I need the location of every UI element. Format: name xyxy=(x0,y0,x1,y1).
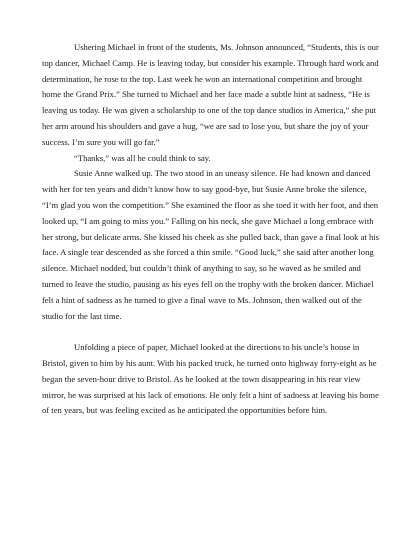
paragraph-4: Unfolding a piece of paper, Michael looked at the directions to his uncle’s house in Bristol, given to him by his aunt. With his packed truck, he turned onto highway forty-eight as he began the seven-hour drive to Bristol. As he looked at the town disappearing in his rear view mirror, he was surprised at his lack of emotions. He only felt a hint of sadness at leaving his home of ten years, but was feeling excited as he anticipated the opportunities before him. xyxy=(42,342,379,416)
document-page xyxy=(42,40,382,419)
paragraph-3: Susie Anne walked up. The two stood in an uneasy silence. He had known and danced with her for ten years and didn’t know how to say good-bye, but Susie Anne broke the silence, “I’m glad you won the competition.” She examined the floor as she toed it with her foot, and then looked up, “I am going to miss you.” Falling on his neck, she gave Michael a long embrace with her strong, but delicate arms. She kissed his cheek as she pulled back, than gave a final look at his face. A single tear descended as she forced a thin smile. “Good luck,” she said after another long silence. Michael nodded, but couldn’t think of anything to say, so he waved as he smiled and turned to leave the studio, pausing as his eyes fell on the trophy with the broken dancer. Michael felt a hint of sadness as he turned to give a final wave to Ms. Johnson, then walked out of the studio for the last time. xyxy=(42,168,379,321)
paragraph-1: Ushering Michael in front of the students, Ms. Johnson announced, “Students, this is our top dancer, Michael Camp. He is leaving today, but consider his example. Through hard work and determination, he rose to the top. Last week he won an international competition and brought home the Grand Prix.” She turned to Michael and her face made a subtle hint at sadness, “He is leaving us today. He was given a scholarship to one of the top dance studios in America,” she put her arm around his shoulders and gave a hug, “we are sad to lose you, but share the joy of your success. I’m sure you will go far.” xyxy=(42,42,379,147)
paragraph-2: “Thanks,” was all he could think to say. xyxy=(74,152,211,163)
